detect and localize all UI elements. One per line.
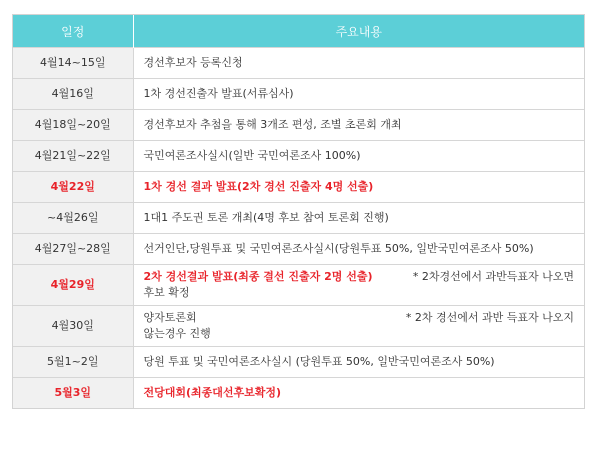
row-date: ~4월26일 bbox=[13, 203, 133, 234]
row-content: 2차 경선결과 발표(최종 결선 진출자 2명 선출) bbox=[143, 270, 373, 283]
row-note-continued: 후보 확정 bbox=[143, 286, 190, 299]
row-date: 4월16일 bbox=[13, 79, 133, 110]
row-content: 당원 투표 및 국민여론조사실시 (당원투표 50%, 일반국민여론조사 50%) bbox=[133, 347, 584, 378]
row-content: 1차 경선 결과 발표(2차 경선 진출자 4명 선출) bbox=[133, 172, 584, 203]
table-row bbox=[13, 110, 584, 141]
row-date: 4월21일~22일 bbox=[13, 141, 133, 172]
row-date: 4월29일 bbox=[13, 265, 133, 306]
row-date: 4월22일 bbox=[13, 172, 133, 203]
row-date: 5월1~2일 bbox=[13, 347, 133, 378]
content-column-header: 주요내용 bbox=[133, 15, 584, 48]
row-content: 경선후보자 추첨을 통해 3개조 편성, 조별 초론회 개최 bbox=[133, 110, 584, 141]
table-row-highlight bbox=[13, 172, 584, 203]
table-row bbox=[13, 347, 584, 378]
row-content-cell bbox=[133, 306, 584, 347]
table-row bbox=[13, 48, 584, 79]
table-row-highlight bbox=[13, 265, 584, 306]
schedule-table-frame bbox=[12, 14, 585, 409]
date-column-header: 일정 bbox=[13, 15, 133, 48]
row-content: 국민여론조사실시(일반 국민여론조사 100%) bbox=[133, 141, 584, 172]
row-date: 4월14~15일 bbox=[13, 48, 133, 79]
row-date: 4월30일 bbox=[13, 306, 133, 347]
row-content: 선거인단,당원투표 및 국민여론조사실시(당원투표 50%, 일반국민여론조사 50%) bbox=[133, 234, 584, 265]
row-note-continued: 않는경우 진행 bbox=[143, 327, 211, 340]
schedule-table bbox=[13, 15, 584, 408]
table-row bbox=[13, 203, 584, 234]
row-content: 1대1 주도권 토론 개최(4명 후보 참여 토론회 진행) bbox=[133, 203, 584, 234]
row-content-cell bbox=[133, 265, 584, 306]
row-content: 전당대회(최종대선후보확정) bbox=[133, 378, 584, 409]
row-note: * 2차경선에서 과반득표자 나오면 bbox=[412, 270, 574, 283]
table-header-row bbox=[13, 15, 584, 48]
table-row bbox=[13, 234, 584, 265]
row-note: * 2차 경선에서 과반 득표자 나오지 bbox=[405, 311, 574, 324]
table-row-highlight bbox=[13, 378, 584, 409]
table-row bbox=[13, 141, 584, 172]
row-date: 4월18일~20일 bbox=[13, 110, 133, 141]
table-row bbox=[13, 306, 584, 347]
row-date: 5월3일 bbox=[13, 378, 133, 409]
row-date: 4월27일~28일 bbox=[13, 234, 133, 265]
row-content: 1차 경선진출자 발표(서류심사) bbox=[133, 79, 584, 110]
row-content: 경선후보자 등록신청 bbox=[133, 48, 584, 79]
row-content: 양자토론회 bbox=[143, 311, 197, 324]
table-row bbox=[13, 79, 584, 110]
